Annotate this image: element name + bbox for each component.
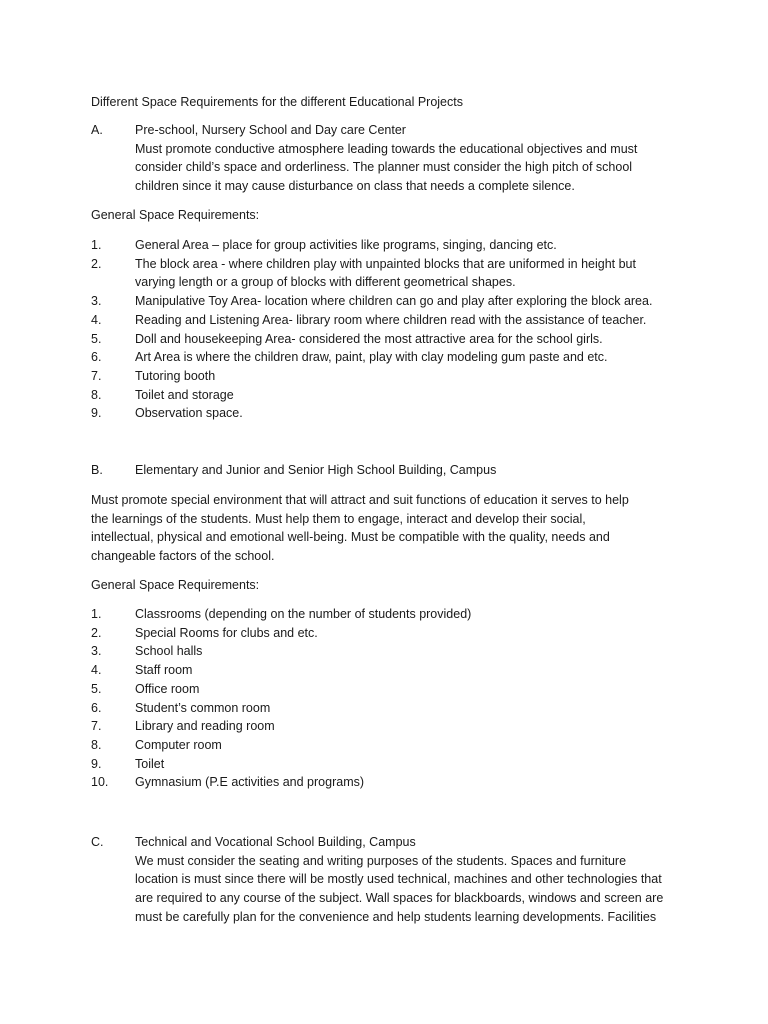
list-number: 7. (91, 368, 102, 383)
list-text: Office room (135, 681, 200, 696)
list-number: 9. (91, 756, 102, 771)
document-title: Different Space Requirements for the different Educational Projects (91, 95, 463, 109)
section-b-line: Must promote special environment that will attract and suit functions of education it serves to help (91, 493, 629, 507)
list-item (91, 624, 681, 643)
list-text: Observation space. (135, 406, 243, 421)
section-a-line: children since it may cause disturbance on class that needs a complete silence. (135, 179, 575, 194)
section-b-line: intellectual, physical and emotional well-being. Must be compatible with the quality, needs and (91, 530, 610, 545)
list-item (91, 605, 681, 624)
list-text: Toilet and storage (135, 387, 234, 402)
list-item (91, 680, 681, 699)
list-item (91, 386, 681, 405)
requirements-list-2 (91, 605, 681, 792)
section-a-letter: A. (91, 123, 103, 137)
section-c-line: must be carefully plan for the convenience and help students learning developments. Facilities (135, 909, 657, 924)
list-number: 2. (91, 256, 102, 271)
section-c-line: location is must since there will be mostly used technical, machines and other technologies that (135, 872, 662, 887)
list-item (91, 311, 681, 330)
list-text: The block area - where children play with unpainted blocks that are uniformed in height but (135, 256, 636, 271)
list-text: Computer room (135, 737, 222, 752)
section-a (91, 121, 681, 196)
list-text: School halls (135, 644, 203, 659)
list-item (91, 736, 681, 755)
list-number: 8. (91, 387, 102, 402)
list-item (91, 367, 681, 386)
list-text: Gymnasium (P.E activities and programs) (135, 775, 365, 790)
list-text: Manipulative Toy Area- location where children can go and play after exploring the block area. (135, 294, 653, 309)
list-number: 1. (91, 238, 102, 252)
list-number: 2. (91, 625, 102, 640)
list-number: 8. (91, 737, 102, 752)
list-number: 4. (91, 312, 102, 327)
list-item (91, 717, 681, 736)
list-text: General Area – place for group activities like programs, singing, dancing etc. (135, 238, 557, 252)
list-item (91, 404, 681, 423)
section-b-line: the learnings of the students. Must help them to engage, interact and develop their social, (91, 511, 586, 526)
general-requirements-heading-2: General Space Requirements: (91, 578, 260, 592)
section-a-heading: Pre-school, Nursery School and Day care Center (135, 123, 406, 137)
list-number: 6. (91, 700, 102, 715)
list-item (91, 348, 681, 367)
section-a-line: Must promote conductive atmosphere leading towards the educational objectives and must (135, 141, 638, 156)
list-item (91, 330, 681, 349)
section-b-line: changeable factors of the school. (91, 549, 275, 564)
list-item (91, 642, 681, 661)
list-text: Tutoring booth (135, 368, 216, 383)
list-text: Library and reading room (135, 719, 275, 734)
section-c-letter: C. (91, 835, 104, 849)
list-item (91, 292, 681, 311)
list-item (91, 661, 681, 680)
section-c-line: are required to any course of the subject. Wall spaces for blackboards, windows and screen are (135, 891, 664, 906)
list-number: 9. (91, 406, 102, 421)
list-item (91, 773, 681, 792)
list-number: 3. (91, 644, 102, 659)
list-text: Student’s common room (135, 700, 271, 715)
list-number: 1. (91, 607, 102, 621)
list-text: Classrooms (depending on the number of students provided) (135, 607, 472, 621)
list-number: 3. (91, 294, 102, 309)
list-number: 10. (91, 775, 109, 790)
section-b-heading: Elementary and Junior and Senior High School Building, Campus (135, 463, 497, 477)
list-number: 5. (91, 331, 102, 346)
list-number: 4. (91, 663, 102, 678)
list-number: 6. (91, 350, 102, 365)
list-text: Art Area is where the children draw, paint, play with clay modeling gum paste and etc. (135, 350, 608, 365)
list-number: 7. (91, 719, 102, 734)
requirements-list-1 (91, 236, 681, 423)
section-c-heading: Technical and Vocational School Building, Campus (135, 835, 416, 849)
section-b-letter: B. (91, 463, 103, 477)
list-text: Special Rooms for clubs and etc. (135, 625, 318, 640)
section-c-line: We must consider the seating and writing purposes of the students. Spaces and furniture (135, 853, 627, 868)
list-text: varying length or a group of blocks with different geometrical shapes. (135, 275, 516, 290)
list-item (91, 699, 681, 718)
list-item (91, 255, 681, 292)
general-requirements-heading-1: General Space Requirements: (91, 208, 260, 222)
list-text: Toilet (135, 756, 165, 771)
list-item (91, 755, 681, 774)
list-item (91, 236, 681, 255)
section-b (91, 461, 681, 480)
list-text: Reading and Listening Area- library room where children read with the assistance of teacher. (135, 312, 647, 327)
section-c (91, 833, 681, 927)
list-text: Staff room (135, 663, 193, 678)
list-number: 5. (91, 681, 102, 696)
section-b-paragraph (91, 491, 681, 566)
section-a-line: consider child’s space and orderliness. The planner must consider the high pitch of school (135, 160, 633, 175)
list-text: Doll and housekeeping Area- considered the most attractive area for the school girls. (135, 331, 603, 346)
